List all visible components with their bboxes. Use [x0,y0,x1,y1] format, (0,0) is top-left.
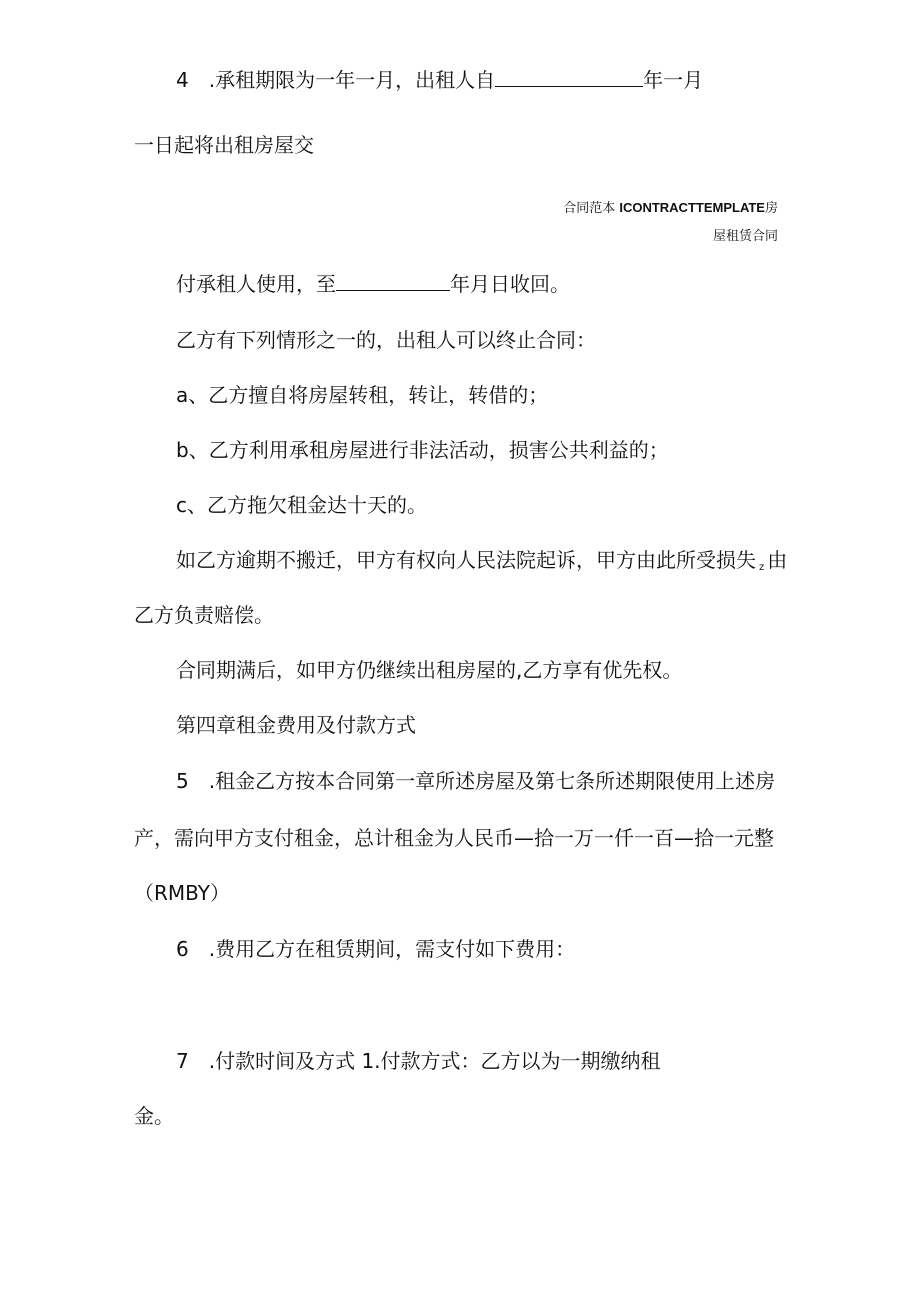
priority-clause: 合同期满后，如甲方仍继续出租房屋的,乙方享有优先权。 [176,658,683,682]
clause-4-text-a: 4 .承租期限为一年一月，出租人自 [176,68,496,92]
termination-item-b: b、乙方利用承租房屋进行非法活动，损害公共利益的； [176,438,669,462]
clause-5-line-3: （RMBY） [134,881,230,905]
running-header-line-1 [563,199,778,218]
overdue-text-b: 由 [767,548,788,572]
clause-4-line-1 [176,66,703,94]
clause-6: 6 .费用乙方在租赁期间，需支付如下费用： [176,937,576,961]
overdue-line-2: 乙方负责赔偿。 [134,603,274,627]
overdue-line-1 [176,546,787,582]
clause-4-text-b: 年一月 [643,68,704,92]
clause-4-text-e: 年月日收回。 [450,272,570,296]
termination-item-c: c、乙方拖欠租金达十天的。 [176,493,427,517]
overdue-text-a: 如乙方逾期不搬迁，甲方有权向人民法院起诉，甲方由此所受损失 [176,548,756,572]
clause-4-line-3 [176,270,570,298]
header-prefix: 合同范本 [563,201,616,216]
header-suffix: 房 [764,201,778,216]
termination-intro: 乙方有下列情形之一的，出租人可以终止合同： [176,328,596,352]
chapter-4-heading: 第四章租金费用及付款方式 [176,713,416,737]
running-header-line-2: 屋租赁合同 [712,229,778,244]
clause-7-line-2: 金。 [134,1104,174,1128]
clause-7-line-1: 7 .付款时间及方式 1.付款方式：乙方以为一期缴纳租 [176,1049,661,1073]
clause-5-line-2: 产，需向甲方支付租金，总计租金为人民币—拾一万一仟一百—拾一元整 [134,826,774,850]
blank-start-year [495,66,643,87]
blank-end-year [336,270,450,291]
header-english: ICONTRACTTEMPLATE [619,200,765,215]
clause-4-line-2: 一日起将出租房屋交 [134,133,314,157]
clause-5-line-1: 5 .租金乙方按本合同第一章所述房屋及第七条所述期限使用上述房 [176,769,776,793]
termination-item-a: a、乙方擅自将房屋转租，转让，转借的； [176,383,549,407]
clause-4-text-d: 付承租人使用，至 [176,272,336,296]
overdue-mark: z [759,562,765,573]
